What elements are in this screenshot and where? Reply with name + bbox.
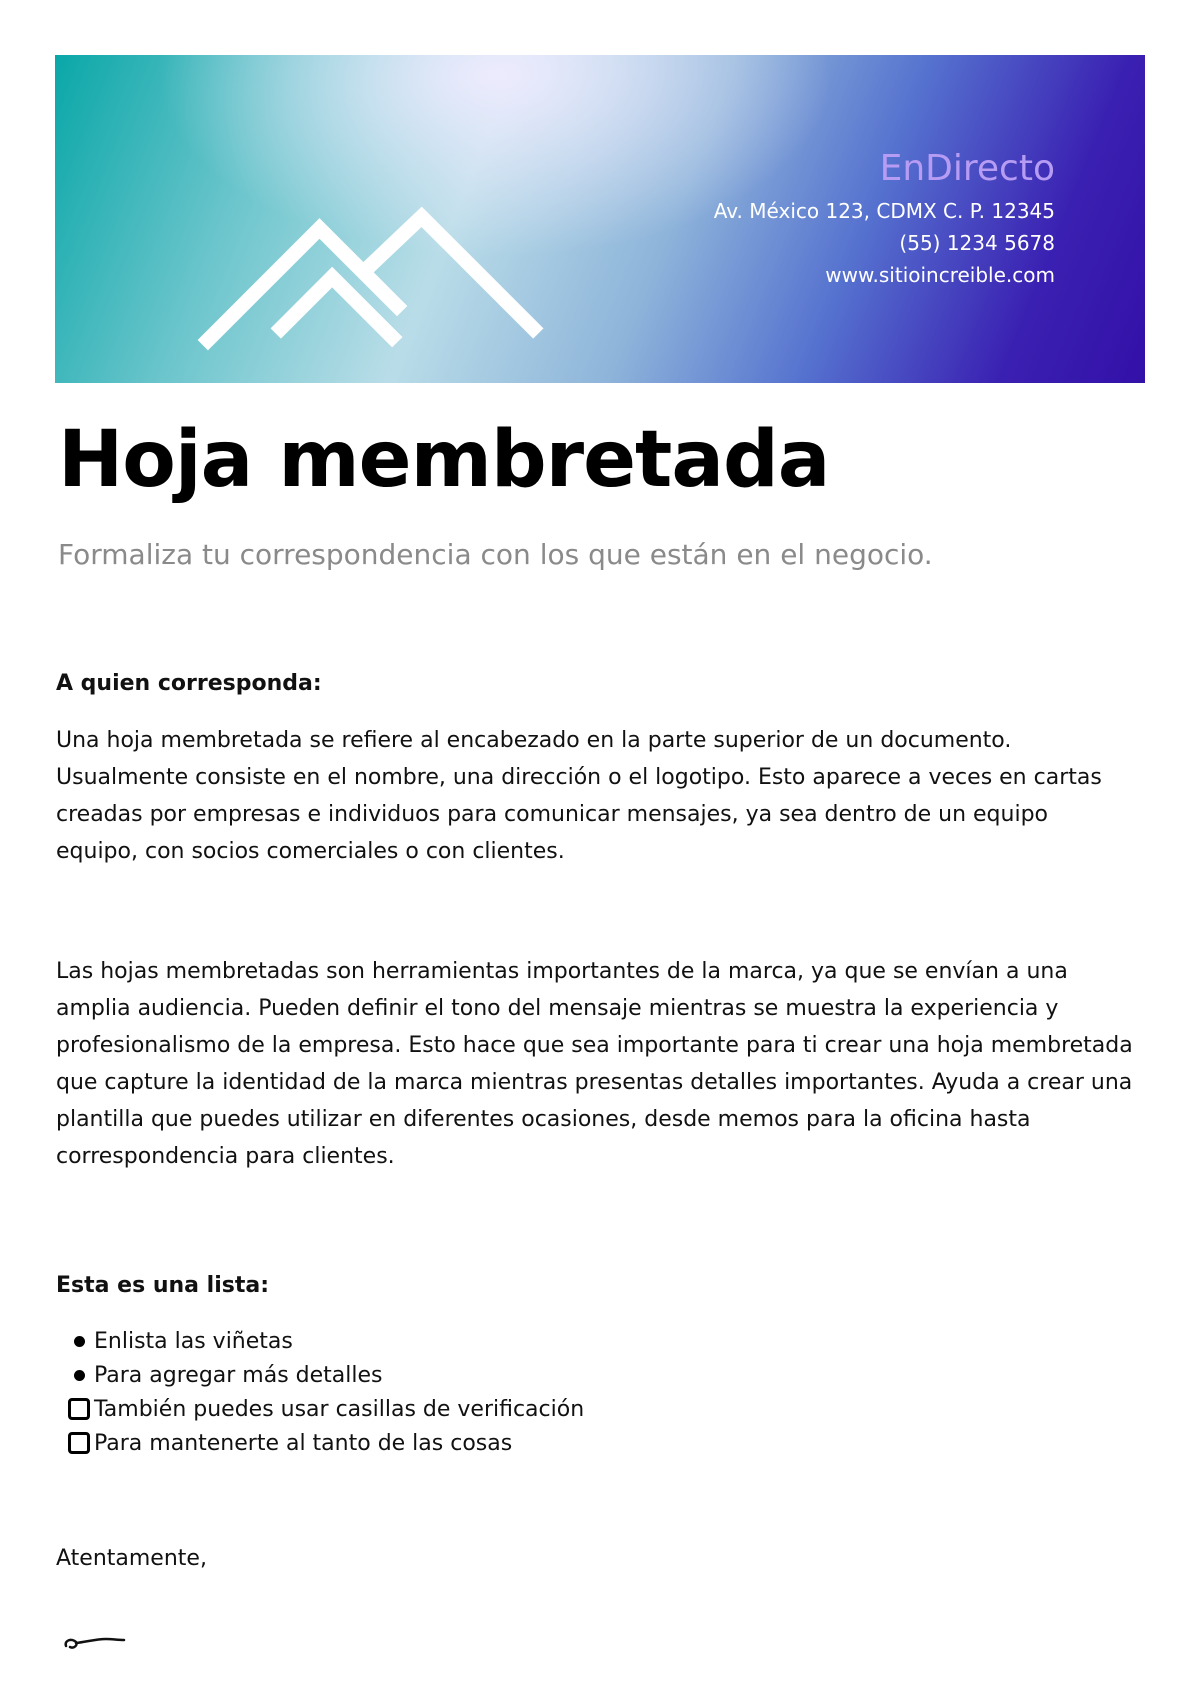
page-title: Hoja membretada [58, 415, 830, 505]
letterhead-banner [55, 55, 1145, 383]
brand-name: EnDirecto [879, 148, 1055, 189]
address-text: Av. México 123, CDMX C. P. 12345 [713, 199, 1055, 223]
body-paragraph-1: Una hoja membretada se refiere al encabezado en la parte superior de un documento. Usualmente consiste en el nombre, una dirección o el logotipo. Esto aparece a veces en cartas creadas por empresas e individuos para comunicar mensajes, ya sea dentro de un equipo equipo, con socios comerciales o con clientes. [56, 728, 1102, 864]
mountain-logo-icon [195, 200, 550, 360]
closing-text: Atentamente, [56, 1546, 207, 1571]
signature-icon [62, 1628, 132, 1656]
checkbox-icon[interactable] [68, 1398, 90, 1420]
checklist-item[interactable] [56, 1426, 1136, 1460]
bullet-icon [74, 1336, 85, 1347]
paragraph-spacer [56, 870, 1136, 953]
page-subtitle: Formaliza tu correspondencia con los que están en el negocio. [58, 538, 933, 571]
detail-list [56, 1324, 1136, 1460]
list-title: Esta es una lista: [56, 1273, 269, 1298]
list-item-text: Para mantenerte al tanto de las cosas [94, 1430, 513, 1456]
list-item-text: También puedes usar casillas de verificación [94, 1396, 585, 1422]
bullet-icon [74, 1370, 85, 1381]
phone-text: (55) 1234 5678 [899, 231, 1055, 255]
letter-body [56, 665, 1136, 1577]
list-item [56, 1358, 1136, 1392]
website-link[interactable]: www.sitioincreible.com [825, 263, 1055, 287]
checkbox-icon[interactable] [68, 1432, 90, 1454]
list-item [56, 1324, 1136, 1358]
greeting-text: A quien corresponda: [56, 671, 322, 696]
list-item-text: Para agregar más detalles [94, 1362, 383, 1388]
contact-block [714, 147, 1055, 291]
body-paragraph-2: Las hojas membretadas son herramientas importantes de la marca, ya que se envían a una amplia audiencia. Pueden definir el tono del mensaje mientras se muestra la experiencia y profesionalismo de la empresa. Esto hace que sea importante para ti crear una hoja membretada que capture la identidad de la marca mientras presentas detalles importantes. Ayuda a crear una plantilla que puedes utilizar en diferentes ocasiones, desde memos para la oficina hasta correspondencia para clientes. [56, 959, 1133, 1169]
list-item-text: Enlista las viñetas [94, 1328, 293, 1354]
checklist-item[interactable] [56, 1392, 1136, 1426]
